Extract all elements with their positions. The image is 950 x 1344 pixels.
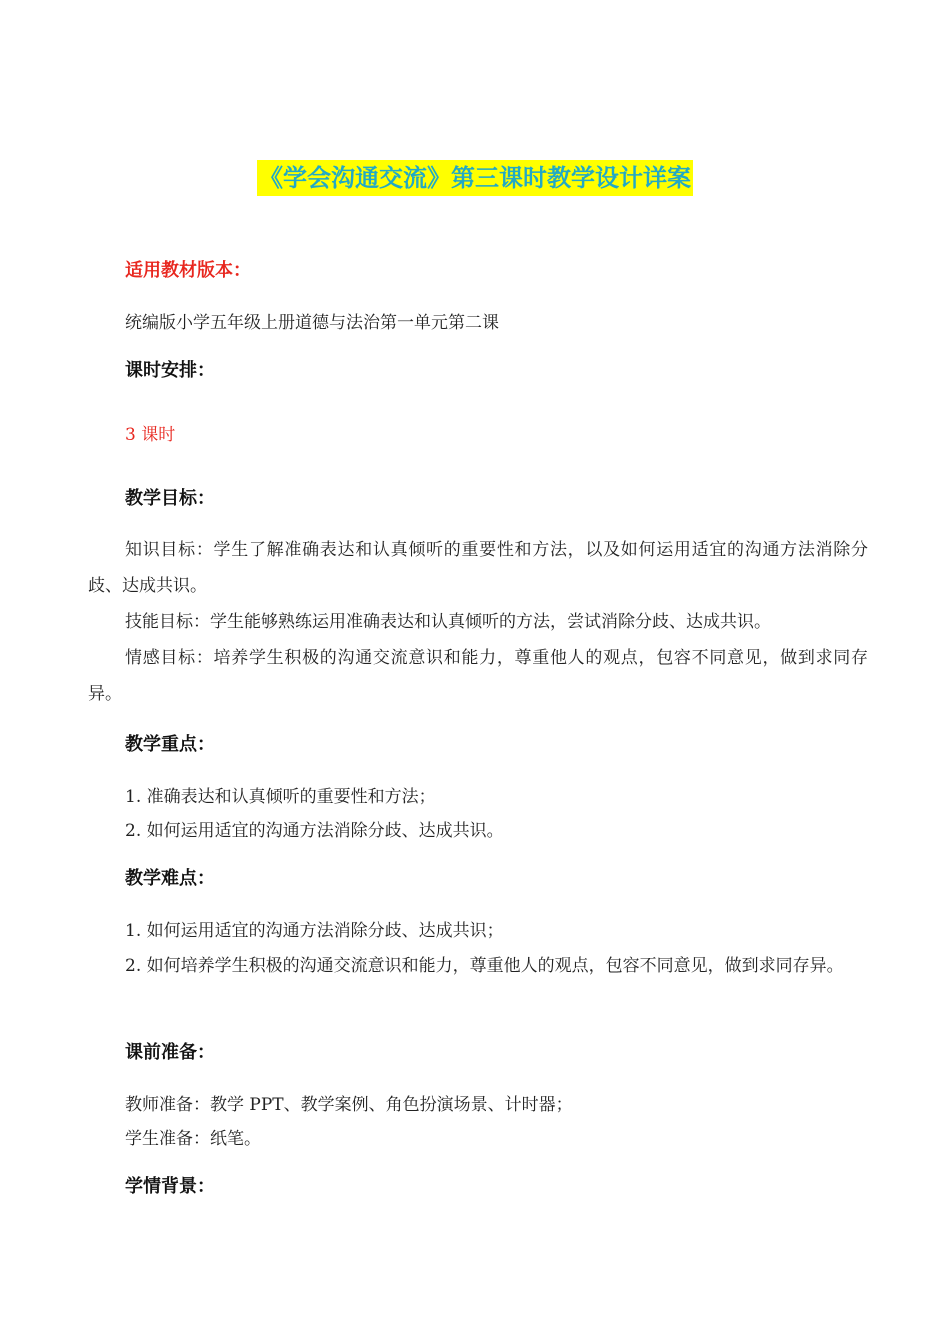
document-title: 《学会沟通交流》第三课时教学设计详案 (257, 160, 693, 196)
difficulty-item: 2. 如何培养学生积极的沟通交流意识和能力，尊重他人的观点，包容不同意见，做到求同存异。 (125, 956, 844, 976)
difficulty-item: 1. 如何运用适宜的沟通方法消除分歧、达成共识； (125, 921, 504, 941)
objectives-heading: 教学目标： (125, 488, 215, 509)
student-preparation: 学生准备：纸笔。 (125, 1129, 261, 1149)
textbook-heading: 适用教材版本： (125, 260, 251, 281)
key-points-heading: 教学重点： (125, 734, 215, 755)
skill-objective: 技能目标：学生能够熟练运用准确表达和认真倾听的方法，尝试消除分歧、达成共识。 (125, 612, 771, 632)
preparation-heading: 课前准备： (125, 1042, 215, 1063)
key-point-item: 1. 准确表达和认真倾听的重要性和方法； (125, 787, 436, 807)
title-container (0, 160, 950, 196)
schedule-heading: 课时安排： (125, 360, 215, 381)
schedule-content: 3 课时 (125, 425, 176, 445)
emotion-objective: 情感目标：培养学生积极的沟通交流意识和能力，尊重他人的观点，包容不同意见，做到求同存异。 (88, 648, 868, 704)
key-point-item: 2. 如何运用适宜的沟通方法消除分歧、达成共识。 (125, 821, 504, 841)
background-heading: 学情背景： (125, 1176, 215, 1197)
knowledge-objective: 知识目标：学生了解准确表达和认真倾听的重要性和方法，以及如何运用适宜的沟通方法消除分歧、达成共识。 (88, 540, 868, 596)
teacher-preparation: 教师准备：教学 PPT、教学案例、角色扮演场景、计时器； (125, 1095, 573, 1115)
difficulties-heading: 教学难点： (125, 868, 215, 889)
textbook-content: 统编版小学五年级上册道德与法治第一单元第二课 (125, 313, 499, 333)
